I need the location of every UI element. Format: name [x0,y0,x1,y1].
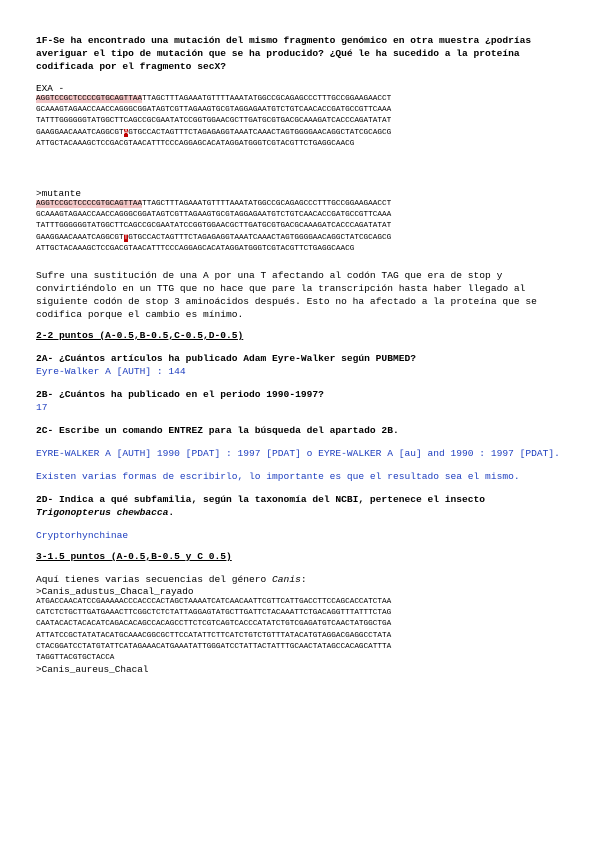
sequence-text: GTGCCACTAGTTTCTAGAGAGGTAAATCAAACTAGTGGGGAACAGGCTATCGCAGCG [128,233,392,242]
mutante-label: >mutante [36,188,82,200]
exa-sequence [36,94,564,150]
answer-2c-note: Existen varias formas de escribirlo, lo importante es que el resultado sea el mismo. [36,471,520,483]
answer-2b: 17 [36,402,48,414]
mutation-site-marker: A [123,128,129,137]
species-name: Trigonopterus chewbacca [36,507,169,519]
sequence-text: GTGCCACTAGTTTCTAGAGAGGTAAATCAAACTAGTGGGGAACAGGCTATCGCAGCG [128,128,392,137]
question-1f: 1F-Se ha encontrado una mutación del mismo fragmento genómico en otra muestra ¿podrías averiguar el tipo de mutación que se ha producido? ¿Qué le ha sucedido a la proteína codificada por el fragmento secX? [36,35,532,72]
question-2d-text: 2D- Indica a qué subfamilia, según la taxonomía del NCBI, pertenece el insecto [36,494,486,506]
mutante-sequence [36,199,564,255]
sequence-line: CTACGGATCCTATGTATTCATAGAAACATGAAATATTGGGATCCTATTACTATTTGCAACTATAGCCACAGCATTTA [36,642,392,651]
intro-end: : [300,574,307,586]
sequence-line: GCAAAGTAGAACCAACCAGGGCGGATAGTCGTTAGAAGTGCGTAGGAGAATGTCTGTCAACACCGATGCCGTTCAAA [36,106,392,115]
mutation-site-marker: T [123,233,129,242]
answer-2d: Cryptorhynchinae [36,530,129,542]
sequence-line [36,128,564,139]
sequence-text: GAAGGAACAAATCAGGCGT [36,233,124,242]
question-2b: 2B- ¿Cuántos ha publicado en el periodo 1990-1997? [36,389,324,401]
exa-label: EXA - [36,83,65,94]
section-3-intro [36,573,564,586]
section-2-header: 2-2 puntos (A-0.5,B-0.5,C-0.5,D-0.5) [36,330,244,342]
sequence-line: TATTTGGGGGGTATGGCTTCAGCCGCGAATATCCGGTGGAACGCTTGATGCGTGACGCAAAGATCACCCAGATATAT [36,222,392,231]
sequence-line: ATTATCCGCTATATACATGCAAACGGCGCTTCCATATTCTTCATCTGTCTGTTTATACATGTAGGACGAGGCCTATA [36,631,392,640]
section-3-header: 3-1.5 puntos (A-0.5,B-0.5 y C 0.5) [36,551,232,563]
sequence-line: TATTTGGGGGGTATGGCTTCAGCCGCGAATATCCGGTGGAACGCTTGATGCGTGACGCAAAGATCACCCAGATATAT [36,117,392,126]
sequence-line: ATTGCTACAAAGCTCCGACGTAACATTTCCCAGGAGCACATAGGATGGGTCGTACGTTCTGAGGCAACG [36,244,355,253]
sequence-line: CATCTCTGCTTGATGAAACTTCGGCTCTCTATTAGGAGTATGCTTGATTCTACAAATTCTGACAGGTTTATTTCTAG [36,609,392,618]
seq2-label: >Canis_aureus_Chacal [36,664,149,676]
sequence-text: GAAGGAACAAATCAGGCGT [36,128,124,137]
question-2d [36,493,564,519]
sequence-line: ATGACCAACATCCGAAAAACCCACCCACTAGCTAAAATCATCAACAATTCGTTCATTGACCTTCCAGCACCATCTAA [36,598,392,607]
sequence-line [36,94,564,105]
highlighted-segment: AGGTCCGCTCCCCGTGCAGTTAA [36,95,143,103]
sequence-line: CAATACACTACACATCAGACACAGCCACAGCCTTCTCGTCAGTCACCCATATCTGTCGAGATGTCAACTATGGCTGA [36,620,392,629]
question-2d-end: . [168,507,175,519]
canis-adustus-sequence [36,597,564,664]
answer-2a: Eyre-Walker A [AUTH] : 144 [36,366,186,378]
document-page [36,34,564,675]
sequence-line: TAGGTTACGTGCTACCA [36,654,115,663]
sequence-line [36,199,564,210]
answer-1f-explanation: Sufre una sustitución de una A por una T afectando al codón TAG que era de stop y convirtiéndolo en un TTG que no hace que pare la transcripción hasta haber llegado al siguiente codón de stop 3 aminoácidos después. Esto no ha afectado a la proteína que se codifica porque el cambio es mínimo. [36,270,537,321]
genus-name: Canis [272,574,301,586]
seq1-label: >Canis_adustus_Chacal_rayado [36,586,194,598]
sequence-text: TTAGCTTTAGAAATGTTTTAAATATGGCCGCAGAGCCCTTTGCCGGAAGAACCT [142,95,392,103]
question-2c: 2C- Escribe un comando ENTREZ para la búsqueda del apartado 2B. [36,425,399,437]
intro-text: Aquí tienes varias secuencias del género [36,574,273,586]
sequence-text: TTAGCTTTAGAAATGTTTTAAATATGGCCGCAGAGCCCTTTGCCGGAAGAACCT [142,200,392,209]
highlighted-segment: AGGTCCGCTCCCCGTGCAGTTAA [36,200,143,209]
question-2a: 2A- ¿Cuántos artículos ha publicado Adam Eyre-Walker según PUBMED? [36,353,416,365]
sequence-line [36,233,564,244]
answer-2c: EYRE-WALKER A [AUTH] 1990 [PDAT] : 1997 [PDAT] o EYRE-WALKER A [au] and 1990 : 1997 [PDAT]. [36,448,560,460]
sequence-line: ATTGCTACAAAGCTCCGACGTAACATTTCCCAGGAGCACATAGGATGGGTCGTACGTTCTGAGGCAACG [36,139,355,148]
sequence-line: GCAAAGTAGAACCAACCAGGGCGGATAGTCGTTAGAAGTGCGTAGGAGAATGTCTGTCAACACCGATGCCGTTCAAA [36,211,392,220]
